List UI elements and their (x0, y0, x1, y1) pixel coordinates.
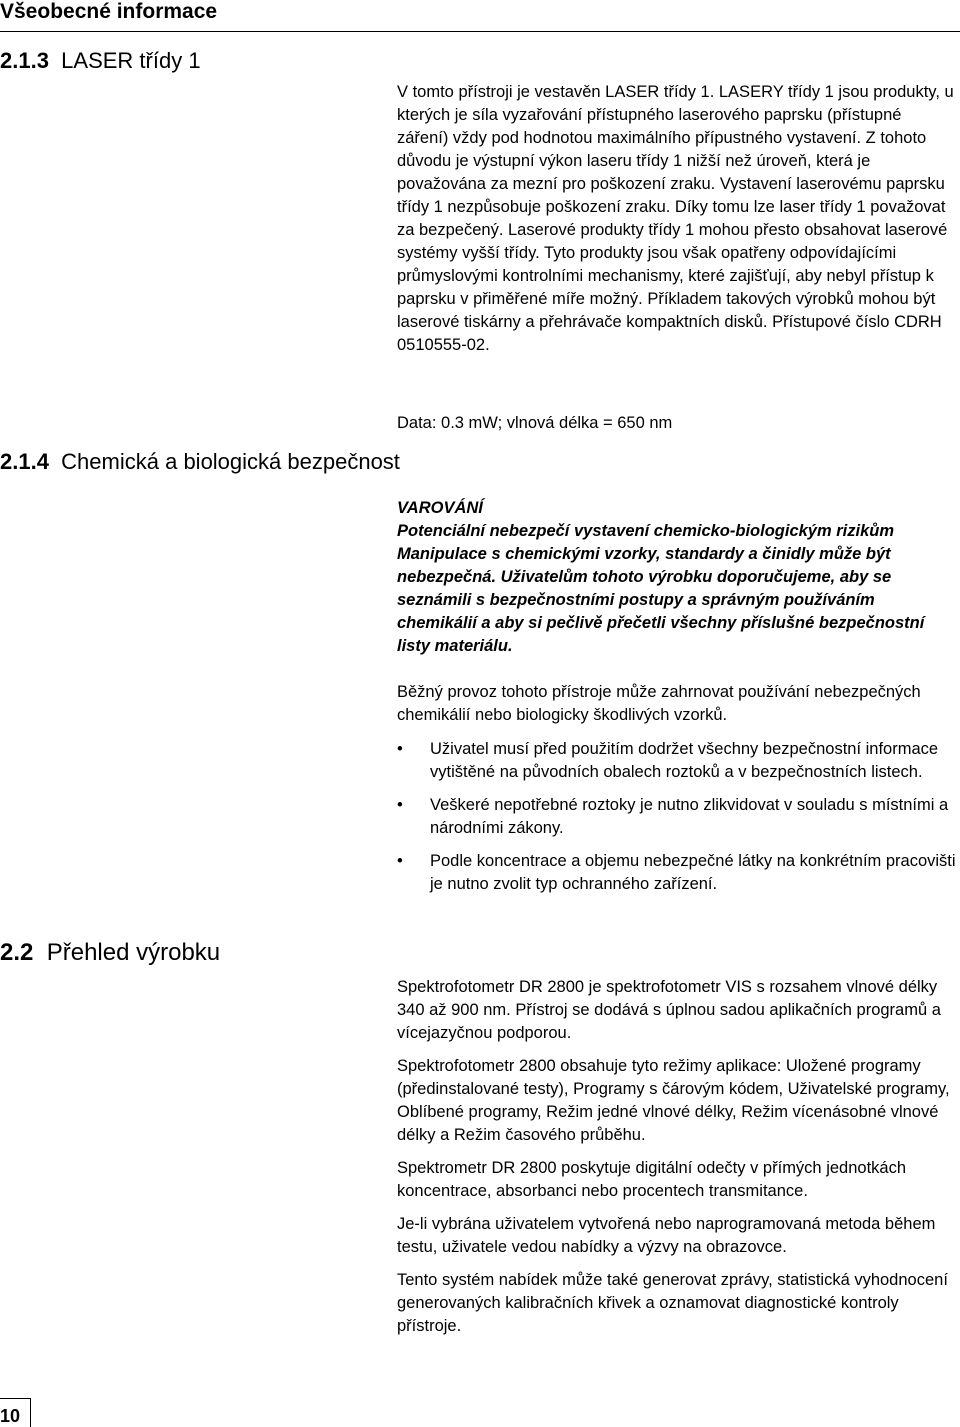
safety-bullet-list (397, 738, 957, 906)
list-item (397, 794, 957, 840)
warning-text: Potenciální nebezpečí vystavení chemicko-biologickým rizikům Manipulace s chemickými vzorky, standardy a činidly může být nebezpečná. Uživatelům tohoto výrobku doporučujeme, aby se seznámili s bezpečnostními postupy a správným používáním chemikálií a aby si pečlivě přečetli všechny příslušné bezpečnostní listy materiálu. (397, 522, 925, 655)
overview-paragraph: Spektrometr DR 2800 poskytuje digitální odečty v přímých jednotkách koncentrace, absorbanci nebo procentech transmitance. (397, 1159, 907, 1200)
section-number: 2.2 (0, 939, 34, 966)
laser-text: V tomto přístroji je vestavěn LASER třídy 1. LASERY třídy 1 jsou produkty, u kterých je síla vyzařování přístupného laserového paprsku (přístupné záření) vždy pod hodnotou maximálního přípustného vystavení. Z tohoto důvodu je výstupní výkon laseru třídy 1 nižší než úroveň, která je považována za mezní pro poškození zraku. Vystavení laserovému paprsku třídy 1 nezpůsobuje poškození zraku. Díky tomu lze laser třídy 1 považovat za bezpečený. Laserové produkty třídy 1 mohou přesto obsahovat laserové systémy vyšší třídy. Tyto produkty jsou však opatřeny odpovídajícími průmyslovými kontrolními mechanismy, které zajišťují, aby nebyl přístup k paprsku v přiměřené míře možný. Příkladem takových výrobků mohou být laserové tiskárny a přehrávače kompaktních disků. Přístupové číslo CDRH 0510555-02. (397, 83, 954, 354)
overview-paragraph: Spektrofotometr 2800 obsahuje tyto režimy aplikace: Uložené programy (předinstalované testy), Programy s čárovým kódem, Uživatelské programy, Oblíbené programy, Režim jedné vlnové délky, Režim vícenásobné vlnové délky a Režim časového průběhu. (397, 1057, 950, 1144)
bullet-icon: • (397, 852, 403, 870)
section-title: Přehled výrobku (46, 939, 221, 966)
laser-data-line (397, 412, 957, 435)
overview-paragraph: Tento systém nabídek může také generovat zprávy, statistická vyhodnocení generovaných kalibračních křivek a oznamovat diagnostické kontroly přístroje. (397, 1271, 948, 1335)
chemical-intro (397, 681, 957, 727)
bullet-icon: • (397, 740, 403, 758)
list-item (397, 738, 957, 784)
section-title: LASER třídy 1 (61, 48, 201, 73)
section-number: 2.1.3 (0, 48, 49, 73)
section-title: Chemická a biologická bezpečnost (61, 449, 400, 474)
warning-block (397, 497, 957, 658)
header-divider (0, 31, 960, 32)
chapter-title: Všeobecné informace (0, 0, 218, 23)
laser-data-text: Data: 0.3 mW; vlnová délka = 650 nm (397, 414, 673, 432)
list-item-text: Podle koncentrace a objemu nebezpečné látky na konkrétním pracovišti je nutno zvolit typ ochranného zařízení. (430, 852, 956, 893)
warning-label: VAROVÁNÍ (397, 499, 483, 517)
section-heading-overview (0, 940, 220, 966)
list-item-text: Uživatel musí před použitím dodržet všechny bezpečnostní informace vytištěné na původních obalech roztoků a v bezpečnostních listech. (430, 740, 939, 781)
chemical-intro-text: Běžný provoz tohoto přístroje může zahrnovat používání nebezpečných chemikálií nebo biologicky škodlivých vzorků. (397, 683, 921, 724)
section-heading-chemical (0, 449, 400, 475)
overview-body (397, 976, 957, 1348)
list-item-text: Veškeré nepotřebné roztoky je nutno zlikvidovat v souladu s místními a národními zákony. (430, 796, 949, 837)
overview-paragraph: Je-li vybrána uživatelem vytvořená nebo naprogramovaná metoda během testu, uživatele vedou nabídky a výzvy na obrazovce. (397, 1215, 936, 1256)
footer-divider (0, 1398, 30, 1399)
list-item (397, 850, 957, 896)
section-heading-laser (0, 48, 201, 74)
laser-paragraph (397, 81, 957, 357)
section-number: 2.1.4 (0, 449, 49, 474)
footer-vertical-divider (30, 1398, 31, 1427)
bullet-icon: • (397, 796, 403, 814)
page-number: 10 (0, 1406, 21, 1426)
overview-paragraph: Spektrofotometr DR 2800 je spektrofotometr VIS s rozsahem vlnové délky 340 až 900 nm. Přístroj se dodává s úplnou sadou aplikačních programů a vícejazyčnou podporou. (397, 978, 941, 1042)
